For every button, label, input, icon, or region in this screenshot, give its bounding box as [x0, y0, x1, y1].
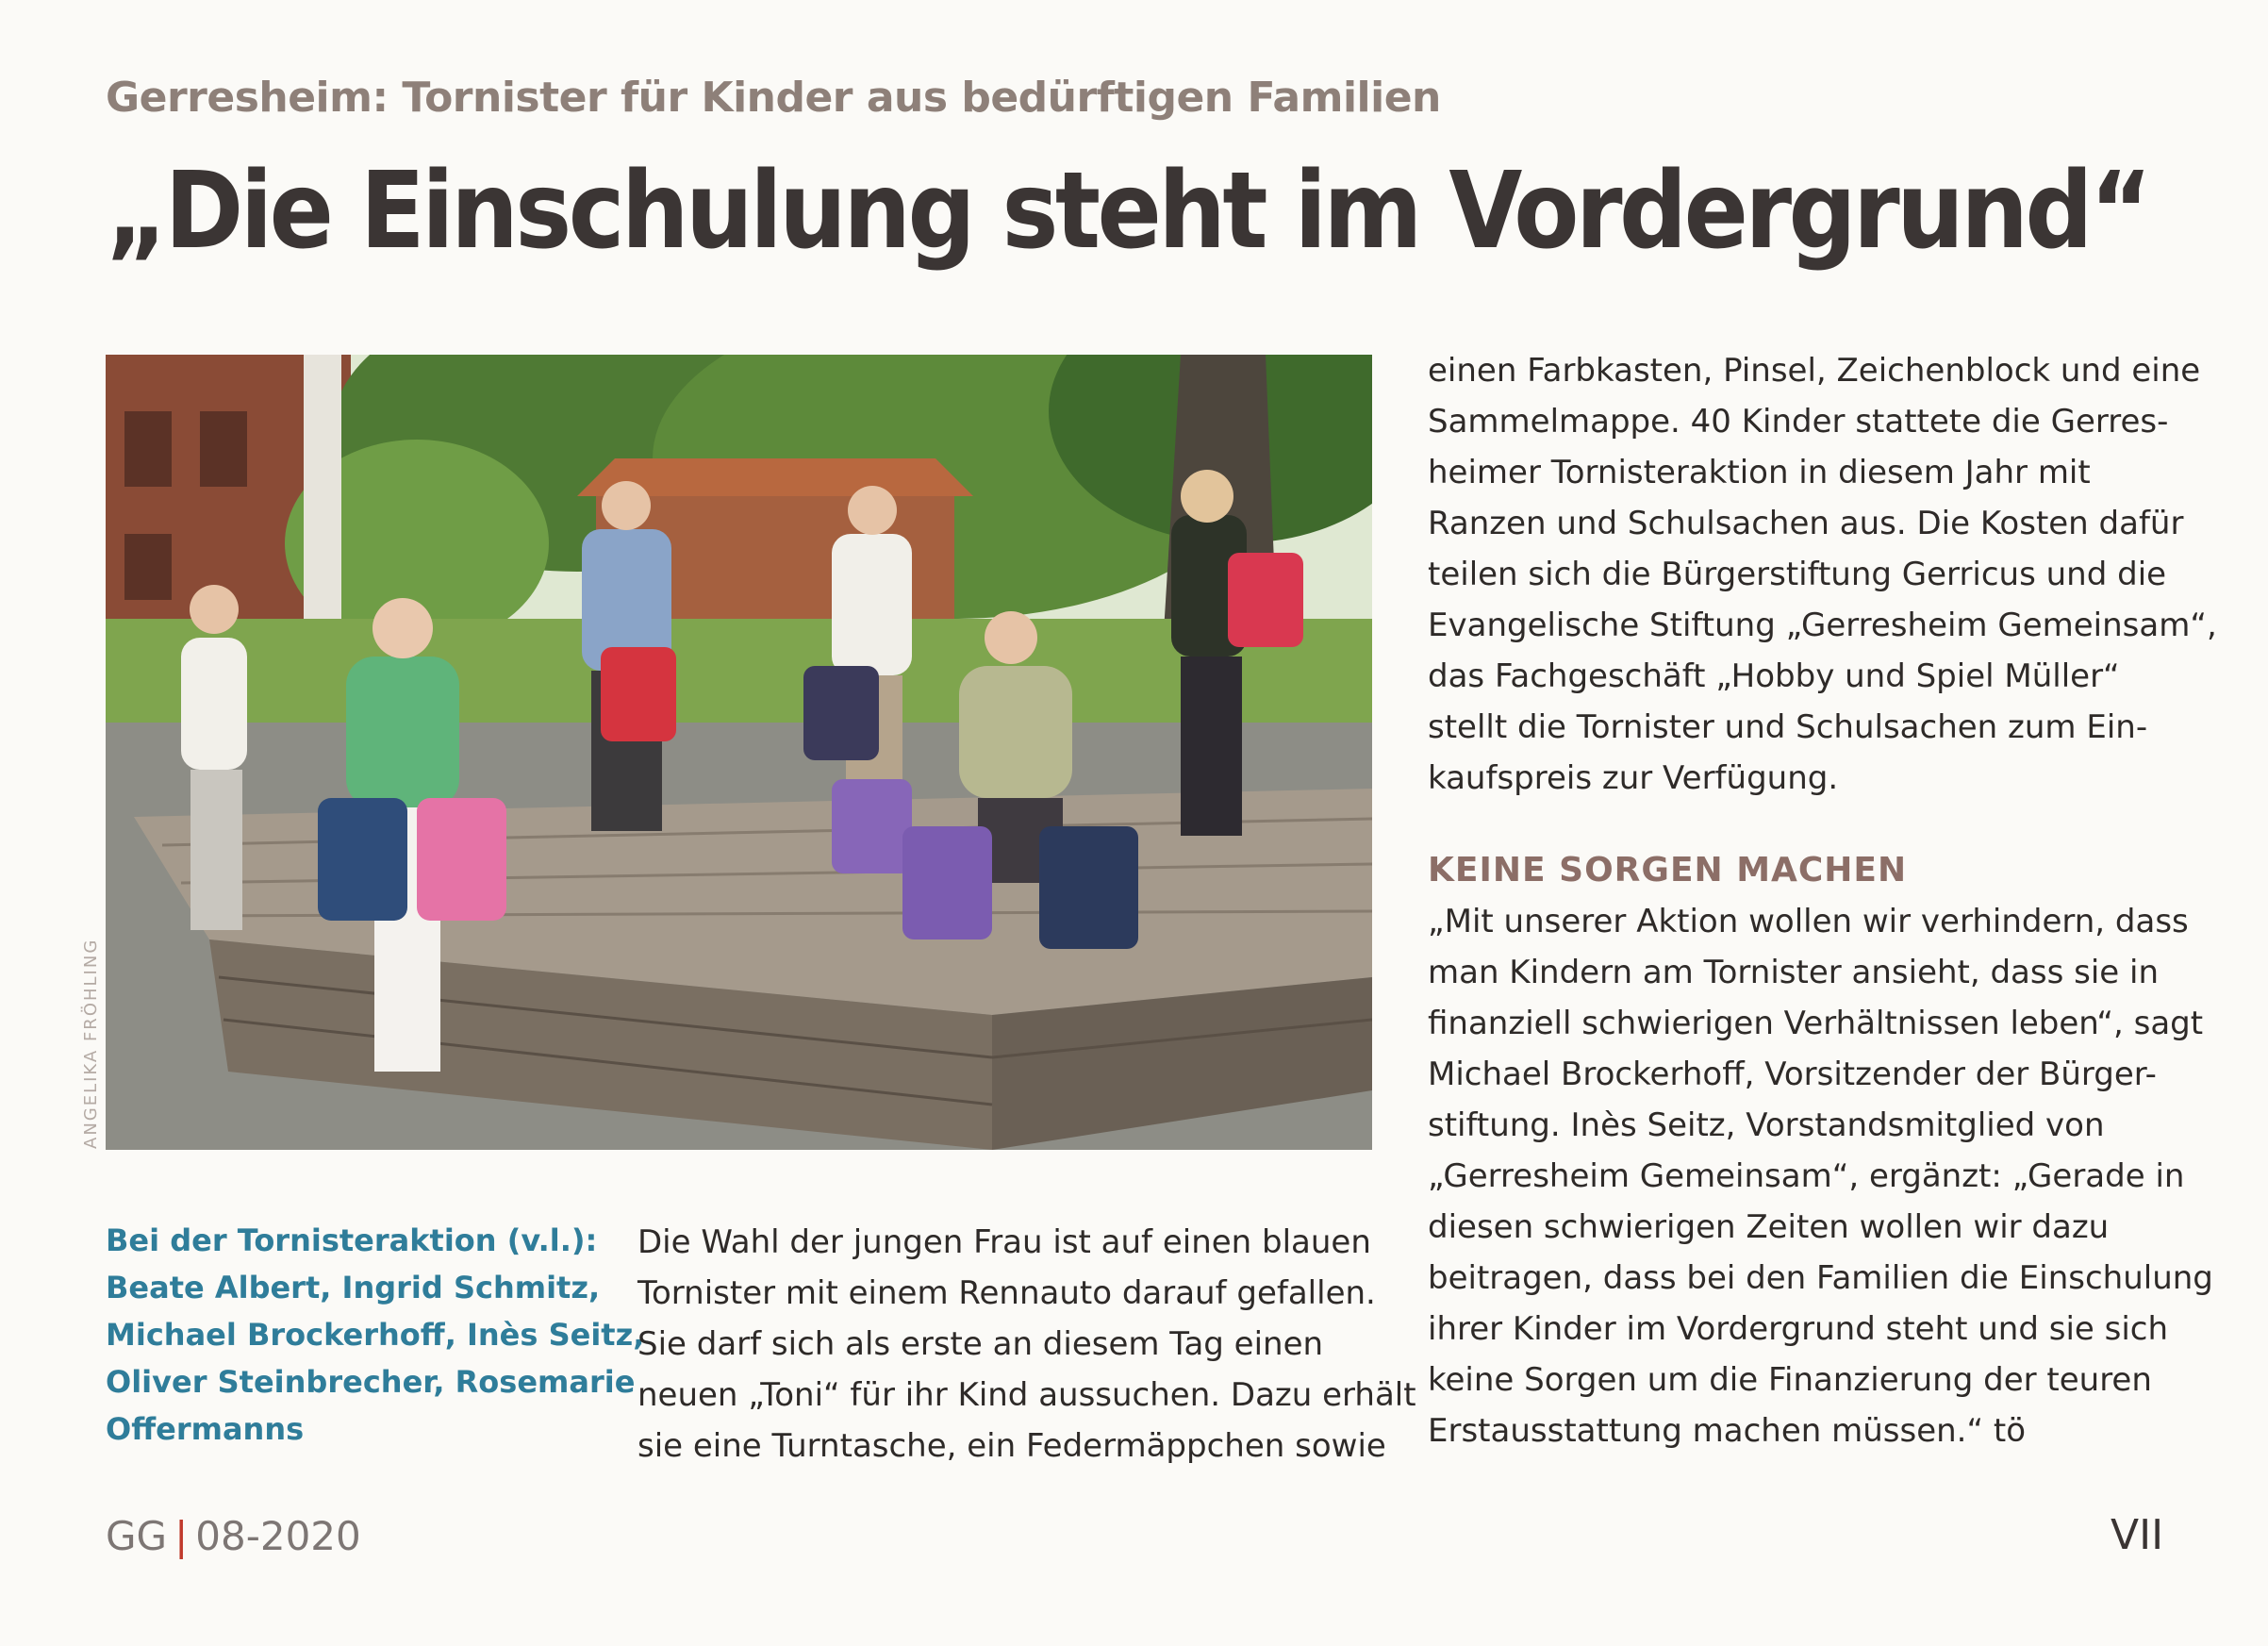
footer-separator: |	[174, 1513, 189, 1559]
body-line: Michael Brockerhoff, Vorsitzender der Bürger-	[1428, 1056, 2157, 1093]
body-line: Evangelische Stiftung „Gerresheim Gemeinsam“,	[1428, 607, 2217, 644]
caption-line: Offermanns	[106, 1411, 305, 1447]
body-line: stellt die Tornister und Schulsachen zum Ein-	[1428, 708, 2148, 746]
body-line: heimer Tornisteraktion in diesem Jahr mit	[1428, 454, 2091, 491]
body-line: Sammelmappe. 40 Kinder stattete die Gerres-	[1428, 403, 2169, 441]
body-line: Ranzen und Schulsachen aus. Die Kosten dafür	[1428, 505, 2184, 542]
section-subhead: KEINE SORGEN MACHEN	[1428, 851, 1908, 890]
body-line: Tornister mit einem Rennauto darauf gefallen.	[637, 1274, 1376, 1312]
caption-line: Bei der Tornisteraktion (v.l.):	[106, 1222, 598, 1258]
body-line: kaufspreis zur Verfügung.	[1428, 759, 1839, 797]
article-photo	[106, 355, 1372, 1150]
body-line: das Fachgeschäft „Hobby und Spiel Müller“	[1428, 657, 2120, 695]
body-line: Die Wahl der jungen Frau ist auf einen blauen	[637, 1223, 1371, 1261]
body-column-middle	[637, 1217, 1416, 1471]
body-line: einen Farbkasten, Pinsel, Zeichenblock und eine	[1428, 352, 2201, 390]
photo-caption	[106, 1217, 645, 1453]
body-line: man Kindern am Tornister ansieht, dass sie in	[1428, 954, 2160, 991]
issue-number: 08-2020	[195, 1513, 361, 1559]
body-line: teilen sich die Bürgerstiftung Gerricus und die	[1428, 556, 2167, 593]
kicker: Gerresheim: Tornister für Kinder aus bedürftigen Familien	[106, 74, 1441, 122]
body-line: Sie darf sich als erste an diesem Tag einen	[637, 1325, 1324, 1363]
body-line: diesen schwierigen Zeiten wollen wir dazu	[1428, 1208, 2110, 1246]
body-line: beitragen, dass bei den Familien die Einschulung	[1428, 1259, 2213, 1297]
body-line: „Mit unserer Aktion wollen wir verhindern, dass	[1428, 903, 2189, 940]
body-line: stiftung. Inès Seitz, Vorstandsmitglied von	[1428, 1106, 2105, 1144]
headline: „Die Einschulung steht im Vordergrund“	[106, 150, 2149, 273]
body-line: „Gerresheim Gemeinsam“, ergänzt: „Gerade in	[1428, 1157, 2185, 1195]
body-column-right	[1428, 345, 2217, 1456]
body-line: ihrer Kinder im Vordergrund steht und sie sich	[1428, 1310, 2169, 1348]
publication-name: GG	[106, 1513, 168, 1559]
caption-line: Beate Albert, Ingrid Schmitz,	[106, 1270, 601, 1305]
footer-issue	[106, 1513, 361, 1559]
body-line: neuen „Toni“ für ihr Kind aussuchen. Dazu erhält	[637, 1376, 1416, 1414]
caption-line: Oliver Steinbrecher, Rosemarie	[106, 1364, 636, 1400]
photo-credit: ANGELIKA FRÖHLING	[81, 938, 101, 1149]
body-line: Erstausstattung machen müssen.“ tö	[1428, 1412, 2027, 1450]
photo-image	[106, 355, 1372, 1150]
body-line: keine Sorgen um die Finanzierung der teuren	[1428, 1361, 2152, 1399]
page-number: VII	[2111, 1511, 2164, 1559]
caption-line: Michael Brockerhoff, Inès Seitz,	[106, 1317, 645, 1353]
body-line: finanziell schwierigen Verhältnissen leben“, sagt	[1428, 1005, 2204, 1042]
body-line: sie eine Turntasche, ein Federmäppchen sowie	[637, 1427, 1386, 1465]
